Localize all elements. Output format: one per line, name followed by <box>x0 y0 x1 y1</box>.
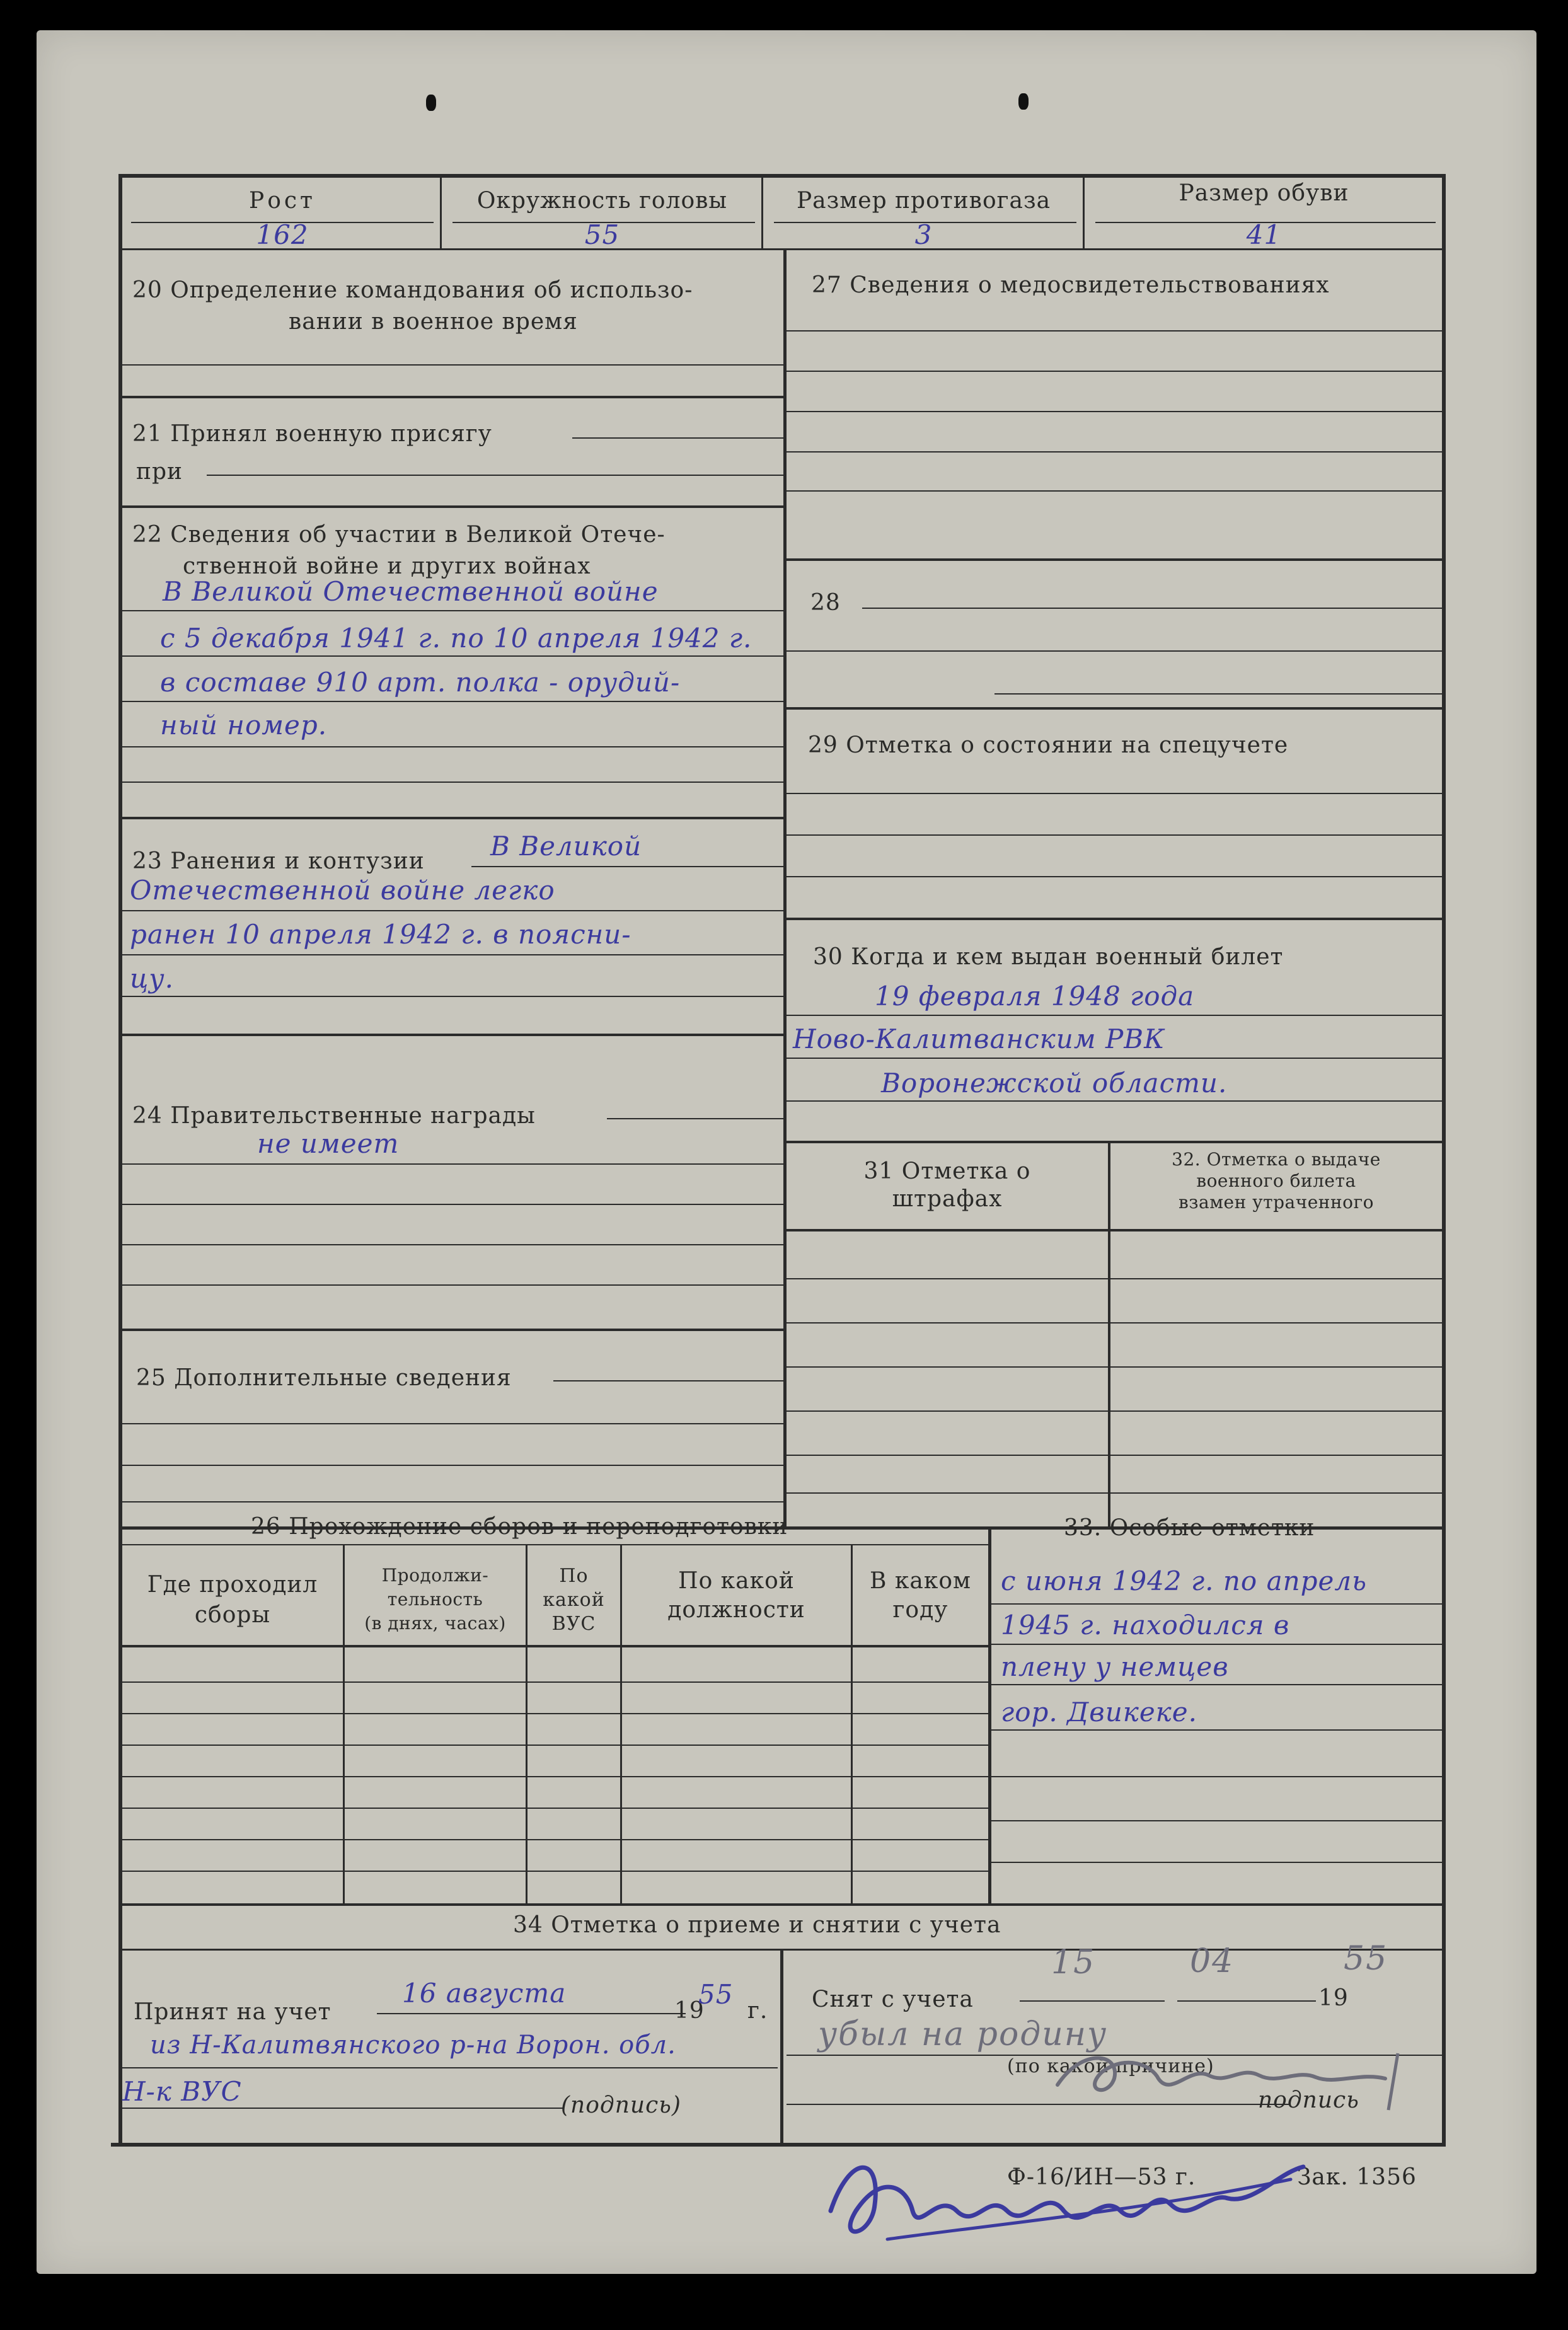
punch-hole <box>1018 93 1029 110</box>
removed-month: 04 <box>1190 1942 1235 1980</box>
section-23-label: 23 Ранения и контузии <box>132 848 425 874</box>
removed-year: 55 <box>1344 1940 1388 1978</box>
section-30-label: 30 Когда и кем выдан военный билет <box>813 944 1284 970</box>
section-23-entry: В Великой <box>490 831 642 862</box>
section-33-title: 33. Особые отметки <box>1064 1515 1315 1541</box>
head-circumference-value: 55 <box>584 219 620 250</box>
section-34-title: 34 Отметка о приеме и снятии с учета <box>513 1912 1001 1938</box>
accepted-date: 16 августа <box>402 1978 567 2009</box>
section-24-label: 24 Правительственные награды <box>132 1103 536 1129</box>
ink-signature <box>812 2116 1329 2268</box>
frame-left <box>118 174 122 2147</box>
shoe-size-label: Размер обуви <box>1179 180 1349 206</box>
section-33-entry: с июня 1942 г. по апрель <box>1001 1566 1368 1596</box>
section-27-label: 27 Сведения о медосвидетельствованиях <box>812 272 1330 298</box>
section-29-label: 29 Отметка о состоянии на спецучете <box>808 732 1289 758</box>
head-circumference-label: Окружность головы <box>476 188 728 214</box>
accepted-signature: Н-к ВУС <box>122 2076 242 2107</box>
col-vus-header: По <box>559 1565 589 1587</box>
col-duration-header: Продолжи- <box>381 1565 489 1586</box>
document-page: Рост 162 Окружность головы 55 Размер противогаза 3 Размер обуви 41 20 Определение командования об использо- вании в военное время 21 Принял военную присягу при 22 Сведения об участии в Великой Отече- ственной войне и других войнах В Великой Отечественной войне с 5 декабря 1941 г. по 10 апреля 1942 г. в составе 910 арт. полка - орудий- ный номер. 23 Ранения и контузии В Великой Отечественной войне легко ранен 10 апреля 1942 г. в поясни- цу. 24 Правительственные награды не имеет 25 Дополнительные сведения 27 Сведения о медосвидетельствованиях 28 29 Отметка о состоянии на спецучете 30 Когда и кем выдан военный билет 19 февраля 1948 года Ново-Калитванским РВК Воронежской области. 31 Отметка о штрафах 32. Отметка о выдаче военного билета взамен утраченного 26 Прохождение сборов и переподготовки 33. Особые отметки Где проходил сборы Продолжи- тельность (в днях, часах) По какой ВУС По какой должности В каком году с июня 1942 г. по апрель 1945 г. находился в плену у немцев гор. Двикеке. 34 Отметка о приеме и снятии с учета Принят на учет 16 августа 19 55 г. из Н-Калитвянского р-на Ворон. обл. Н-к ВУС (подпись) Снят с учета 15 04 19 55 убыл на родину (по какой причине) подпись Ф-16/ИН—53 г. Зак. 1356 <box>37 30 1536 2274</box>
section-28-label: 28 <box>810 590 841 616</box>
section-30-entry: 19 февраля 1948 года <box>875 981 1195 1012</box>
print-code: Ф-16/ИН—53 г. <box>1007 2164 1196 2190</box>
col-year-header: В каком <box>869 1568 972 1594</box>
section-32-label: 32. Отметка о выдаче <box>1172 1149 1381 1170</box>
col-where-header: Где проходил <box>147 1572 318 1598</box>
section-26-title: 26 Прохождение сборов и переподготовки <box>251 1514 788 1540</box>
removed-label: Снят с учета <box>812 1987 974 2012</box>
punch-hole <box>426 95 436 111</box>
section-25-label: 25 Дополнительные сведения <box>136 1365 512 1391</box>
removed-reason: убыл на родину <box>818 2016 1108 2053</box>
column-divider <box>783 250 787 1528</box>
section-22-entry: В Великой Отечественной войне <box>163 576 659 607</box>
gasmask-size-value: 3 <box>914 219 933 250</box>
height-label: Рост <box>249 188 316 214</box>
section-31-label: 31 Отметка о <box>863 1158 1031 1184</box>
order-number: Зак. 1356 <box>1297 2164 1417 2190</box>
section-21-label: 21 Принял военную присягу <box>132 421 492 447</box>
removed-day: 15 <box>1051 1944 1096 1981</box>
frame-top <box>118 174 1446 178</box>
shoe-size-value: 41 <box>1246 219 1282 250</box>
height-value: 162 <box>256 219 309 250</box>
section-20-label: 20 Определение командования об использо- <box>132 277 693 303</box>
gasmask-size-label: Размер противогаза <box>796 188 1051 214</box>
accepted-label: Принят на учет <box>134 1999 331 2025</box>
col-position-header: По какой <box>678 1568 795 1594</box>
accepted-from: из Н-Калитвянского р-на Ворон. обл. <box>150 2031 676 2060</box>
section-22-label: 22 Сведения об участии в Великой Отече- <box>132 522 666 548</box>
frame-right <box>1442 174 1446 2147</box>
section-24-entry: не имеет <box>257 1128 400 1159</box>
accepted-year: 55 <box>698 1979 734 2010</box>
removed-signature-scribble <box>1045 2041 1436 2116</box>
